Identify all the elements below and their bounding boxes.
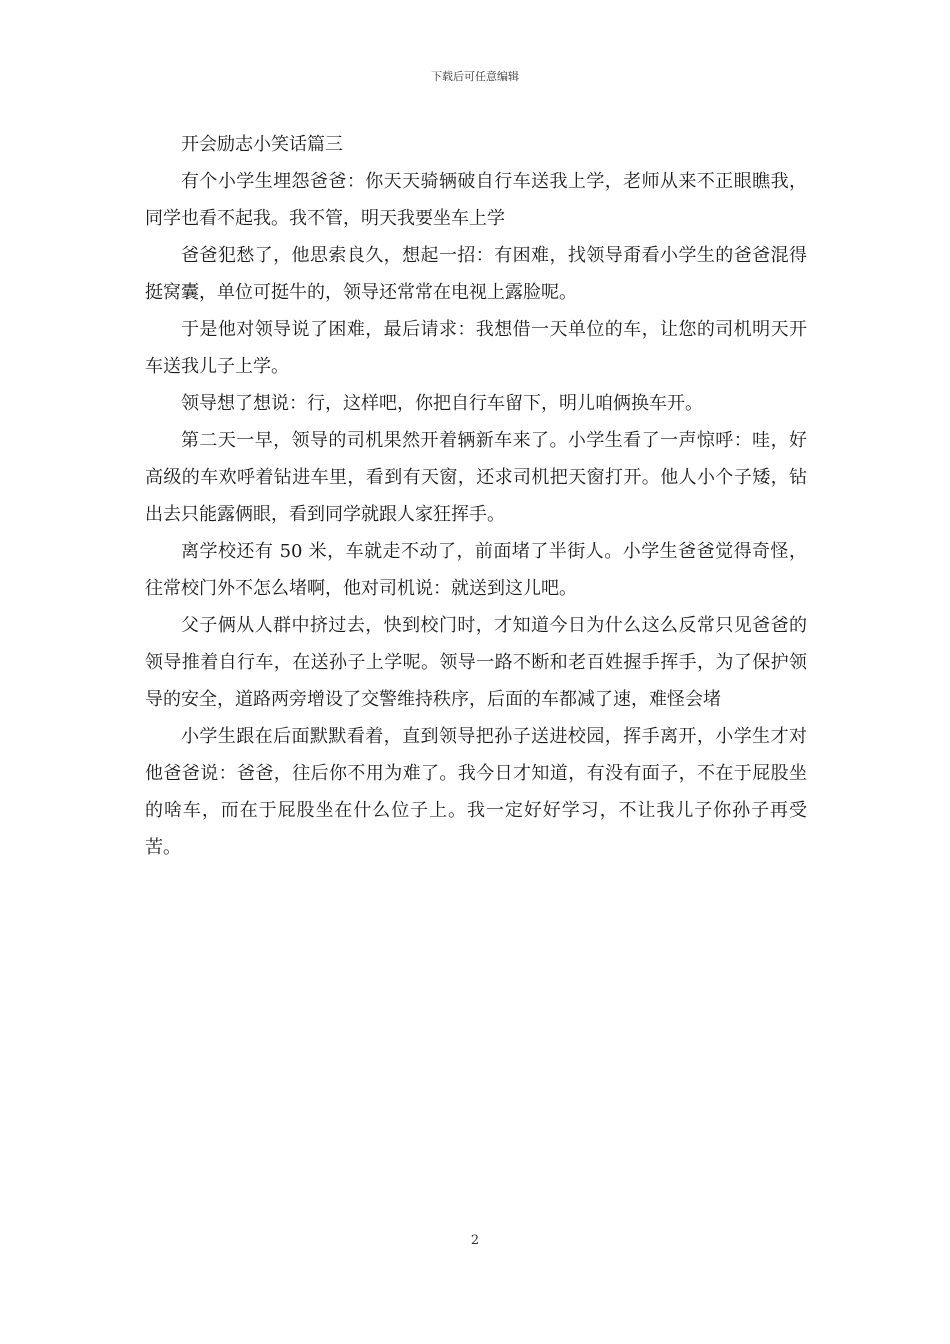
paragraph: 离学校还有 50 米，车就走不动了，前面堵了半街人。小学生爸爸觉得奇怪，往常校门外不怎么堵啊，他对司机说：就送到这儿吧。 [145, 541, 807, 599]
page-number: 2 [470, 1233, 480, 1248]
page-header: 下载后可任意编辑 [431, 70, 519, 83]
paragraph: 父子俩从人群中挤过去，快到校门时，才知道今日为什么这么反常只见爸爸的领导推着自行车，在送孙子上学呢。领导一路不断和老百姓握手挥手，为了保护领导的安全，道路两旁增设了交警维持秩序，后面的车都减了速，难怪会堵 [145, 615, 807, 710]
paragraph: 领导想了想说：行，这样吧，你把自行车留下，明儿咱俩换车开。 [181, 393, 703, 414]
paragraph: 小学生跟在后面默默看着，直到领导把孙子送进校园，挥手离开，小学生才对他爸爸说：爸爸，往后你不用为难了。我今日才知道，有没有面子，不在于屁股坐的啥车，而在于屁股坐在什么位子上。我一定好好学习，不让我儿子你孙子再受苦。 [145, 726, 807, 858]
article-title: 开会励志小笑话篇三 [181, 134, 343, 155]
document-body [145, 126, 807, 866]
paragraph: 第二天一早，领导的司机果然开着辆新车来了。小学生看了一声惊呼：哇，好高级的车欢呼着钻进车里，看到有天窗，还求司机把天窗打开。他人小个子矮，钻出去只能露俩眼，看到同学就跟人家狂挥手。 [145, 430, 807, 525]
paragraph: 爸爸犯愁了，他思索良久，想起一招：有困难，找领导甭看小学生的爸爸混得挺窝囊，单位可挺牛的，领导还常常在电视上露脸呢。 [145, 245, 807, 303]
paragraph: 有个小学生埋怨爸爸：你天天骑辆破自行车送我上学，老师从来不正眼瞧我，同学也看不起我。我不管，明天我要坐车上学 [145, 171, 807, 229]
paragraph: 于是他对领导说了困难，最后请求：我想借一天单位的车，让您的司机明天开车送我儿子上学。 [145, 319, 807, 377]
